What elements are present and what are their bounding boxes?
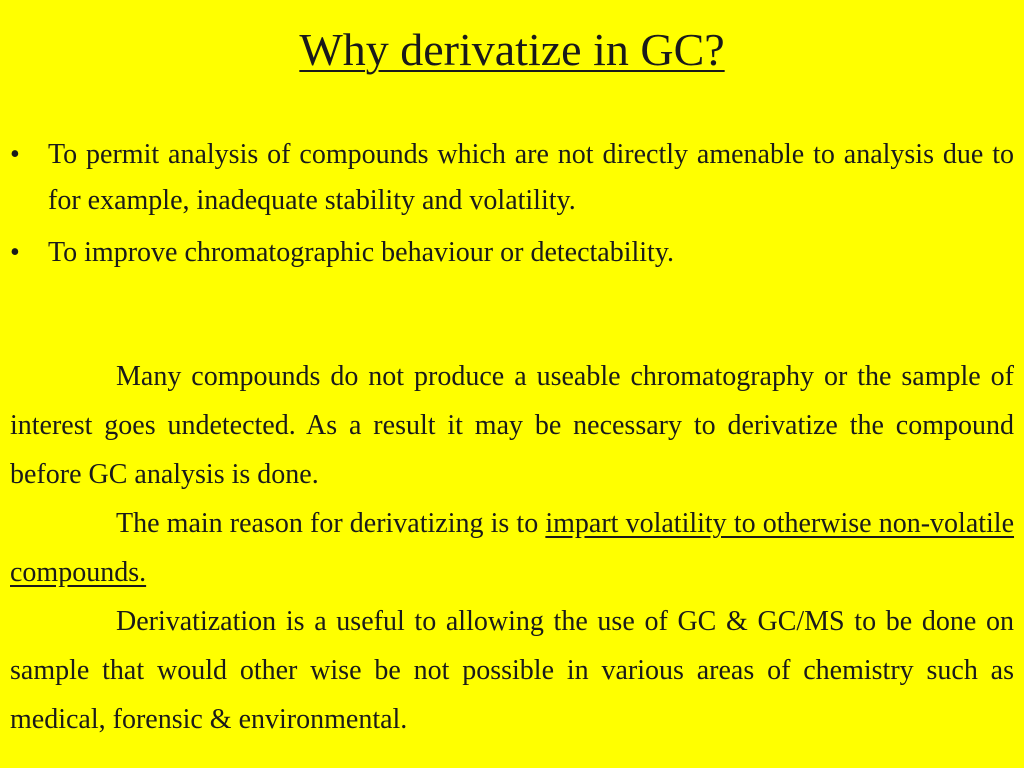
bullet-text: To permit analysis of compounds which are not directly amenable to analysis due to for example, inadequate stability and volatility. xyxy=(48,139,1014,216)
bullet-glyph: • xyxy=(10,139,20,170)
slide-title xyxy=(0,22,1024,78)
paragraph-2 xyxy=(10,499,1014,597)
bullet-item xyxy=(10,132,1014,224)
paragraph-2-underlined: impart volatility to otherwise non-volatile compounds. xyxy=(10,508,1015,588)
bullet-text: To improve chromatographic behaviour or detectability. xyxy=(48,237,675,268)
paragraph-1: Many compounds do not produce a useable chromatography or the sample of interest goes undetected. As a result it may be necessary to derivatize the compound before GC analysis is done. xyxy=(10,361,1014,490)
body-paragraphs xyxy=(10,352,1014,744)
paragraph-2-lead: The main reason for derivatizing is to xyxy=(116,508,546,539)
paragraph-3: Derivatization is a useful to allowing the use of GC & GC/MS to be done on sample that would other wise be not possible in various areas of chemistry such as medical, forensic & environmental. xyxy=(10,606,1014,735)
bullet-list xyxy=(10,132,1014,282)
slide-title-text: Why derivatize in GC? xyxy=(299,24,725,75)
bullet-item xyxy=(10,230,1014,276)
bullet-glyph: • xyxy=(10,237,20,268)
